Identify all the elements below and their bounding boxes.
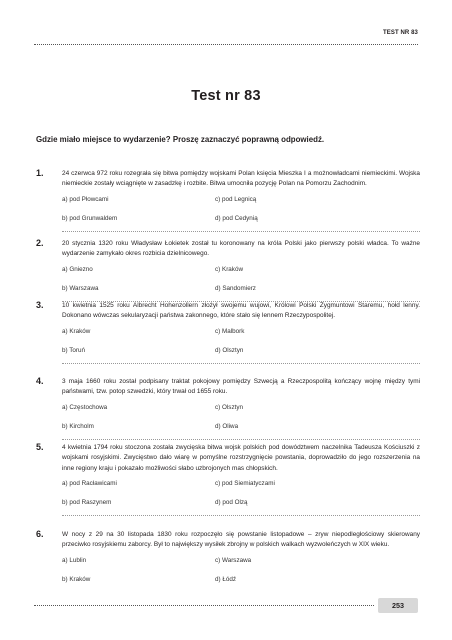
option-b[interactable]: b) pod Grunwaldem xyxy=(62,214,118,222)
separator xyxy=(62,363,420,364)
option-a[interactable]: a) pod Racławicami xyxy=(62,480,117,488)
question-6 xyxy=(36,529,420,584)
option-d[interactable]: d) Łódź xyxy=(215,575,237,583)
option-a[interactable]: a) Gniezno xyxy=(62,265,93,273)
question-1 xyxy=(36,168,420,232)
option-a[interactable]: a) Lublin xyxy=(62,556,87,564)
running-head: TEST NR 83 xyxy=(382,30,418,36)
option-b[interactable]: b) Warszawa xyxy=(62,284,99,292)
question-4 xyxy=(36,376,420,440)
page-number: 253 xyxy=(378,598,418,613)
option-d[interactable]: d) pod Cedynią xyxy=(215,214,258,222)
instruction: Gdzie miało miejsce to wydarzenie? Proszę zaznaczyć poprawną odpowiedź. xyxy=(36,135,325,144)
question-number: 1. xyxy=(36,168,44,178)
question-number: 4. xyxy=(36,376,44,386)
question-5 xyxy=(36,442,420,516)
bottom-dotted-rule xyxy=(34,605,374,606)
page-title: Test nr 83 xyxy=(191,88,261,104)
question-text: 20 stycznia 1320 roku Władysław Łokietek został tu koronowany na króla Polski jako pierwszy polski władca. To ważne wydarzenie zamykało okres rozbicia dzielnicowego. xyxy=(62,239,420,258)
option-a[interactable]: a) Częstochowa xyxy=(62,403,108,411)
option-c[interactable]: c) Kraków xyxy=(215,265,243,273)
option-c[interactable]: c) Olsztyn xyxy=(215,403,243,411)
option-a[interactable]: a) pod Płowcami xyxy=(62,195,109,203)
answer-options xyxy=(62,403,420,431)
option-c[interactable]: c) Malbork xyxy=(215,327,245,335)
option-c[interactable]: c) pod Legnicą xyxy=(215,195,257,203)
option-d[interactable]: d) Olsztyn xyxy=(215,346,244,354)
question-text: W nocy z 29 na 30 listopada 1830 roku rozpoczęło się powstanie listopadowe – zryw niepodległościowy skierowany przeciwko rosyjskiemu zaborcy. Był to największy wysiłek zbrojny w polskich walkach wyzwoleńczych w XIX wieku. xyxy=(62,530,420,549)
answer-options xyxy=(62,265,420,293)
option-d[interactable]: d) Sandomierz xyxy=(215,284,256,292)
question-number: 3. xyxy=(36,300,44,310)
option-b[interactable]: b) Kraków xyxy=(62,575,91,583)
option-c[interactable]: c) pod Siemiatyczami xyxy=(215,480,275,488)
option-d[interactable]: d) Oliwa xyxy=(215,422,239,430)
answer-options xyxy=(62,195,420,223)
question-3 xyxy=(36,300,420,364)
answer-options xyxy=(62,327,420,355)
option-c[interactable]: c) Warszawa xyxy=(215,556,252,564)
top-dotted-rule xyxy=(34,44,418,45)
question-number: 6. xyxy=(36,529,44,539)
option-d[interactable]: d) pod Olzą xyxy=(215,499,248,507)
question-text: 4 kwietnia 1794 roku stoczona została zwycięska bitwa wojsk polskich pod dowództwem naczelnika Tadeusza Kościuszki z wojskami rosyjskimi. Zwycięstwo dało wiarę w pomyślne rozstrzygnięcie powstania, doprowadziło do jego rozszerzenia na inne regiony kraju i pokazało możliwości słabo uzbrojonych mas chłopskich. xyxy=(62,443,420,472)
separator xyxy=(62,439,420,440)
option-b[interactable]: b) pod Raszynem xyxy=(62,499,112,507)
separator xyxy=(62,515,420,516)
answer-options xyxy=(62,556,420,584)
option-a[interactable]: a) Kraków xyxy=(62,327,91,335)
separator xyxy=(62,231,420,232)
question-text: 10 kwietnia 1525 roku Albrecht Hohenzollern złożył swojemu wujowi, Królowi Polski Zygmuntowi Staremu, hołd lenny. Dokonano wówczas sekularyzacji państwa zakonnego, które stało się lennem Rzeczypospolitej. xyxy=(62,301,420,320)
question-number: 5. xyxy=(36,442,44,452)
question-2 xyxy=(36,238,420,302)
question-number: 2. xyxy=(36,238,44,248)
question-text: 3 maja 1660 roku został podpisany traktat pokojowy pomiędzy Szwecją a Rzeczpospolitą kończący wojnę między tymi państwami, tzw. potop szwedzki, który trwał od 1655 roku. xyxy=(62,377,420,396)
question-text: 24 czerwca 972 roku rozegrała się bitwa pomiędzy wojskami Polan księcia Mieszka I a możnowładcami niemieckimi. Wojska niemieckie zostały wciągnięte w zasadzkę i rozbite. Bitwa umocniła pozycję Polan na Pomorzu Zachodnim. xyxy=(62,169,420,188)
answer-options xyxy=(62,479,420,507)
option-b[interactable]: b) Kircholm xyxy=(62,422,94,430)
option-b[interactable]: b) Toruń xyxy=(62,346,85,354)
